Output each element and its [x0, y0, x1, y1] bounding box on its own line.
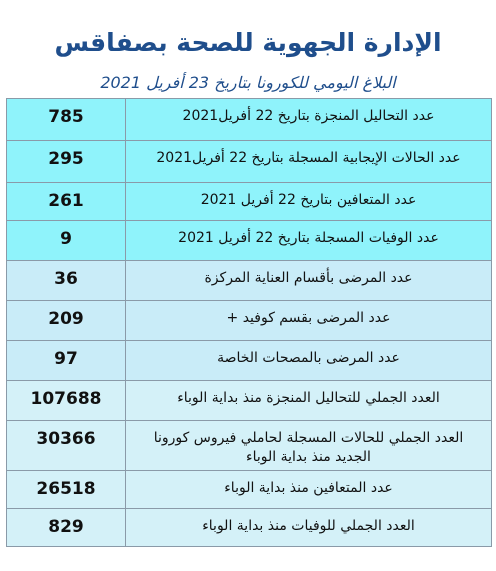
covid-stats-table	[6, 98, 492, 547]
stat-label: عدد المتعافين بتاريخ 22 أفريل 2021	[126, 183, 492, 221]
table-row	[7, 341, 492, 381]
stat-label: عدد التحاليل المنجزة بتاريخ 22 أفريل2021	[126, 99, 492, 141]
table-row	[7, 471, 492, 509]
stat-value: 36	[7, 261, 126, 301]
stat-label: عدد المرضى بقسم كوفيد +	[126, 301, 492, 341]
stat-value: 209	[7, 301, 126, 341]
table-row	[7, 141, 492, 183]
stat-label: العدد الجملي للحالات المسجلة لحاملي فيروس كورونا الجديد منذ بداية الوباء	[126, 421, 492, 471]
stat-label: العدد الجملي للوفيات منذ بداية الوباء	[126, 509, 492, 547]
stat-label: العدد الجملي للتحاليل المنجزة منذ بداية الوباء	[126, 381, 492, 421]
stat-label: عدد المرضى بأقسام العناية المركزة	[126, 261, 492, 301]
stat-label: عدد الوفيات المسجلة بتاريخ 22 أفريل 2021	[126, 221, 492, 261]
stat-value: 261	[7, 183, 126, 221]
table-row	[7, 221, 492, 261]
table-row	[7, 261, 492, 301]
stat-value: 97	[7, 341, 126, 381]
table-row	[7, 99, 492, 141]
stat-value: 829	[7, 509, 126, 547]
bulletin-date-subtitle: البلاغ اليومي للكورونا بتاريخ 23 أفريل 2021	[100, 73, 396, 92]
stat-label: عدد المتعافين منذ بداية الوباء	[126, 471, 492, 509]
stat-label: عدد المرضى بالمصحات الخاصة	[126, 341, 492, 381]
stat-value: 9	[7, 221, 126, 261]
page-title: الإدارة الجهوية للصحة بصفاقس	[54, 28, 442, 57]
stat-value: 295	[7, 141, 126, 183]
stat-value: 30366	[7, 421, 126, 471]
table-row	[7, 301, 492, 341]
table-row	[7, 509, 492, 547]
stat-label: عدد الحالات الإيجابية المسجلة بتاريخ 22 أفريل2021	[126, 141, 492, 183]
table-row	[7, 421, 492, 471]
stat-value: 785	[7, 99, 126, 141]
stat-value: 107688	[7, 381, 126, 421]
stat-value: 26518	[7, 471, 126, 509]
table-row	[7, 183, 492, 221]
table-row	[7, 381, 492, 421]
